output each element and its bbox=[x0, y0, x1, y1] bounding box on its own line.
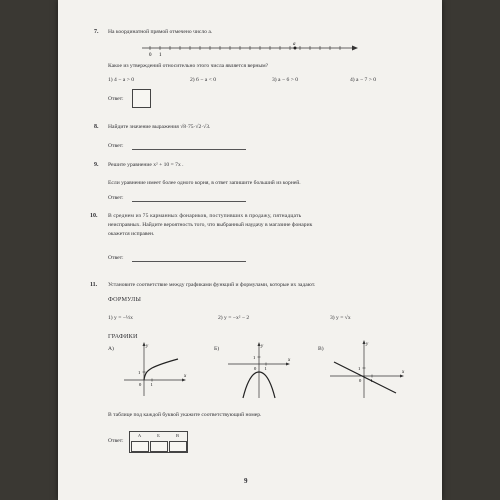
q11-answer-label: Ответ: bbox=[108, 438, 124, 444]
q9-answer-label: Ответ: bbox=[108, 195, 124, 201]
q11-graph-label-b: Б) bbox=[214, 346, 220, 352]
q11-graph-v-y-label: y bbox=[366, 342, 369, 347]
q7-number: 7. bbox=[94, 29, 99, 35]
q10-line-3: окажется исправен. bbox=[108, 231, 155, 237]
q7-label-a: a bbox=[293, 42, 296, 47]
q7-option-2: 2) 6 − a < 0 bbox=[190, 77, 217, 83]
q8-number: 8. bbox=[94, 124, 99, 130]
q11-graph-label-a: А) bbox=[108, 346, 114, 352]
q11-graphs-heading: ГРАФИКИ bbox=[108, 333, 138, 340]
q11-graph-b-one-x: 1 bbox=[264, 366, 267, 371]
q11-graph-v-one-y: 1 bbox=[358, 366, 361, 371]
q7-answer-label: Ответ: bbox=[108, 96, 124, 102]
q11-graph-a-one-y: 1 bbox=[138, 370, 141, 375]
q9-answer-line[interactable] bbox=[132, 201, 246, 202]
q7-answer-box[interactable] bbox=[132, 89, 151, 108]
q11-graph-b bbox=[226, 340, 296, 400]
q11-graph-a bbox=[122, 340, 192, 398]
q7-question: Какое из утверждений относительно этого числа является верным? bbox=[108, 63, 269, 69]
q10-line-2: неисправных. Найдите вероятность того, что выбранный наудачу в магазине фонарик bbox=[108, 222, 313, 228]
q11-graph-a-one-x: 1 bbox=[150, 382, 153, 387]
q9-prompt: Решите уравнение x² + 10 = 7x . bbox=[108, 162, 184, 168]
q7-tick-zero: 0 bbox=[149, 53, 152, 58]
q10-number: 10. bbox=[90, 213, 98, 219]
q11-graph-v bbox=[328, 338, 408, 400]
q7-option-1: 1) 4 − a > 0 bbox=[108, 77, 135, 83]
q11-graph-label-v: В) bbox=[318, 346, 324, 352]
q11-graph-v-one-x: 1 bbox=[370, 378, 373, 383]
q9-note: Если уравнение имеет более одного корня, в ответ запишите больший из корней. bbox=[108, 180, 301, 186]
q10-answer-label: Ответ: bbox=[108, 255, 124, 261]
q11-graph-b-one-y: 1 bbox=[253, 355, 256, 360]
q11-formula-3: 3) y = √x bbox=[330, 315, 351, 321]
exam-page bbox=[58, 0, 442, 500]
q7-option-3: 3) a − 6 > 0 bbox=[272, 77, 299, 83]
q9-number: 9. bbox=[94, 162, 99, 168]
q11-graph-b-x-label: x bbox=[288, 358, 291, 363]
q11-formula-1: 1) y = −½x bbox=[108, 315, 133, 321]
q8-answer-label: Ответ: bbox=[108, 143, 124, 149]
page-number: 9 bbox=[244, 477, 248, 485]
q11-graph-v-zero: 0 bbox=[359, 378, 362, 383]
q11-graph-a-y-label: y bbox=[146, 344, 149, 349]
q11-graph-a-x-label: x bbox=[184, 374, 187, 379]
q11-graph-b-zero: 0 bbox=[254, 366, 257, 371]
q11-formulas-heading: ФОРМУЛЫ bbox=[108, 296, 142, 303]
q11-formula-2: 2) y = −x² − 2 bbox=[218, 315, 250, 321]
q11-answer-cell-v[interactable] bbox=[169, 441, 187, 452]
q11-answer-cell-b[interactable] bbox=[150, 441, 168, 452]
q7-prompt: На координатной прямой отмечено число a. bbox=[108, 29, 213, 35]
q11-table-header-v: В bbox=[175, 433, 180, 438]
q11-answer-table bbox=[129, 431, 188, 453]
q11-prompt: Установите соответствие между графиками функций и формулами, которые их задают. bbox=[108, 282, 316, 288]
q10-answer-line[interactable] bbox=[132, 261, 246, 262]
q10-line-1: В среднем из 75 карманных фонариков, поступивших в продажу, пятнадцать bbox=[108, 213, 302, 219]
q8-prompt: Найдите значение выражения √8·75·√2·√3. bbox=[108, 124, 211, 130]
q11-table-header-b: Б bbox=[157, 433, 160, 438]
q11-table-header-a: А bbox=[137, 433, 142, 438]
q7-tick-one: 1 bbox=[159, 53, 162, 58]
q11-answer-cell-a[interactable] bbox=[131, 441, 149, 452]
q11-graph-b-y-label: y bbox=[261, 344, 264, 349]
q8-answer-line[interactable] bbox=[132, 149, 246, 150]
q11-graph-a-zero: 0 bbox=[139, 382, 142, 387]
q11-number: 11. bbox=[90, 282, 98, 288]
q7-option-4: 4) a − 7 > 0 bbox=[350, 77, 377, 83]
q7-number-line bbox=[140, 40, 360, 58]
q11-table-note: В таблице под каждой буквой укажите соответствующий номер. bbox=[108, 412, 262, 418]
q11-graph-v-x-label: x bbox=[402, 370, 405, 375]
